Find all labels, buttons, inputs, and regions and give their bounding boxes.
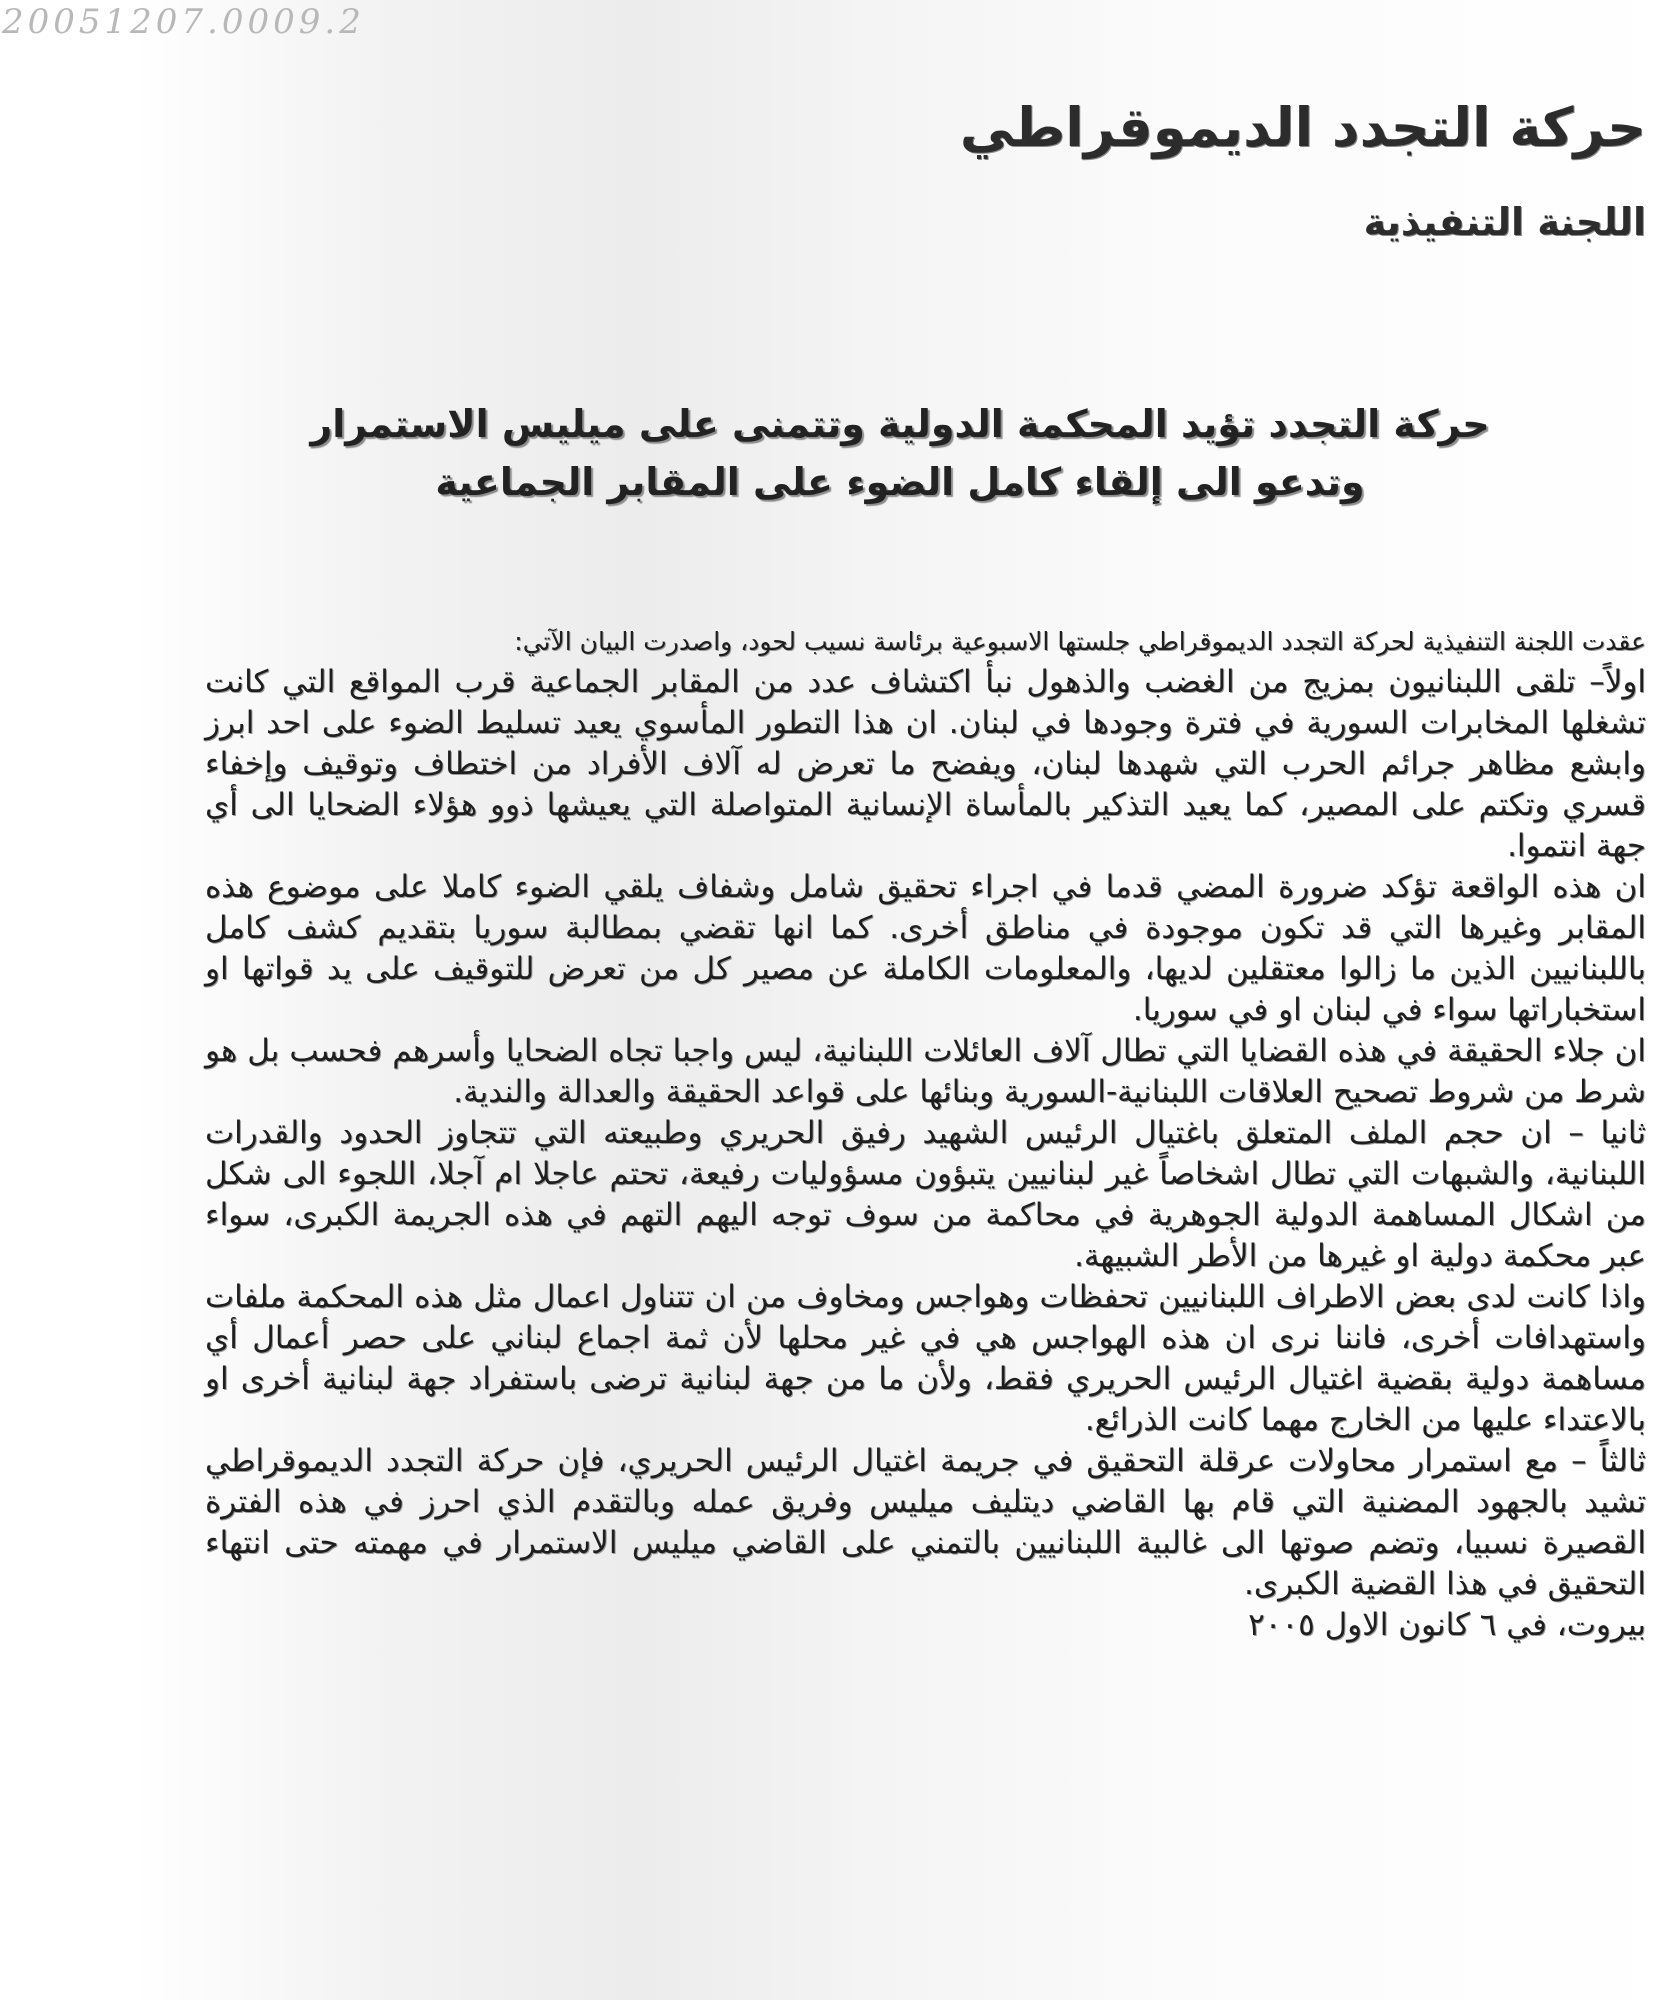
statement-body [205, 622, 1646, 1646]
paragraph-concerns: واذا كانت لدى بعض الاطراف اللبنانيين تحفظات وهواجس ومخاوف من ان تتناول اعمال مثل هذه المحكمة ملفات واستهدافات أخرى، فاننا نرى ان هذه الهواجس هي في غير محلها لأن ثمة اجماع لبناني على حصر أعمال أي مساهمة دولية بقضية اغتيال الرئيس الحريري فقط، ولأن ما من جهة لبنانية ترضى باستفراد جهة لبنانية أخرى او بالاعتداء عليها من الخارج مهما كانت الذرائع. [205, 1279, 1646, 1438]
paragraph-second-tribunal: ثانيا – ان حجم الملف المتعلق باغتيال الرئيس الشهيد رفيق الحريري وطبيعته التي تتجاوز الحدود والقدرات اللبنانية، والشبهات التي تطال اشخاصاً غير لبنانيين يتبؤون مسؤوليات رفيعة، تحتم عاجلا ام آجلا، اللجوء الى شكل من اشكال المساهمة الدولية الجوهرية في محاكمة من سوف توجه اليهم التهم في هذه الجريمة الكبرى، سواء عبر محكمة دولية او غيرها من الأطر الشبيهة. [205, 1115, 1646, 1274]
handwritten-scan-reference: 20051207.0009.2 [2, 2, 365, 42]
statement-headline [300, 395, 1500, 511]
headline-line-1: حركة التجدد تؤيد المحكمة الدولية وتتمنى على ميليس الاستمرار [310, 402, 1490, 446]
paragraph-truth-relations: ان جلاء الحقيقة في هذه القضايا التي تطال آلاف العائلات اللبنانية، ليس واجبا تجاه الضحايا وأسرهم فحسب بل هو شرط من شروط تصحيح العلاقات اللبنانية-السورية وبنائها على قواعد الحقيقة والعدالة والندية. [205, 1033, 1646, 1110]
organization-title: حركة التجدد الديموقراطي [959, 96, 1646, 159]
paragraph-third-mehlis: ثالثاً – مع استمرار محاولات عرقلة التحقيق في جريمة اغتيال الرئيس الحريري، فإن حركة التجدد الديموقراطي تشيد بالجهود المضنية التي قام بها القاضي ديتليف ميليس وفريق عمله وبالتقدم الذي احرز في هذه الفترة القصيرة نسبيا، وتضم صوتها الى غالبية اللبنانيين بالتمني على القاضي ميليس الاستمرار في مهمته حتى انتهاء التحقيق في هذا القضية الكبرى. [205, 1443, 1646, 1602]
paragraph-investigation-demand: ان هذه الواقعة تؤكد ضرورة المضي قدما في اجراء تحقيق شامل وشفاف يلقي الضوء كاملا على موضوع هذه المقابر وغيرها التي قد تكون موجودة في مناطق أخرى. كما انها تقضي بمطالبة سوريا بتقديم كشف كامل باللبنانيين الذين ما زالوا معتقلين لديها، والمعلومات الكاملة عن مصير كل من تعرض للتوقيف على يد قواتها او استخباراتها سواء في لبنان او في سوريا. [205, 869, 1646, 1028]
intro-paragraph: عقدت اللجنة التنفيذية لحركة التجدد الديموقراطي جلستها الاسبوعية برئاسة نسيب لحود، واصدرت البيان الآتي: [514, 627, 1646, 656]
committee-subtitle: اللجنة التنفيذية [1363, 200, 1646, 244]
headline-line-2: وتدعو الى إلقاء كامل الضوء على المقابر الجماعية [435, 460, 1365, 504]
paragraph-first-mass-graves: اولاً– تلقى اللبنانيون بمزيج من الغضب والذهول نبأ اكتشاف عدد من المقابر الجماعية قرب المواقع التي كانت تشغلها المخابرات السورية في فترة وجودها في لبنان. ان هذا التطور المأسوي يعيد تسليط الضوء على احد ابرز وابشع مظاهر جرائم الحرب التي شهدها لبنان، ويفضح ما تعرض له آلاف الأفراد من اختطاف وتوقيف وإخفاء قسري وتكتم على المصير، كما يعيد التذكير بالمأساة الإنسانية المتواصلة التي يعيشها ذوو هؤلاء الضحايا الى أي جهة انتموا. [205, 664, 1646, 864]
place-date-signoff: بيروت، في ٦ كانون الاول ٢٠٠٥ [1248, 1607, 1646, 1643]
